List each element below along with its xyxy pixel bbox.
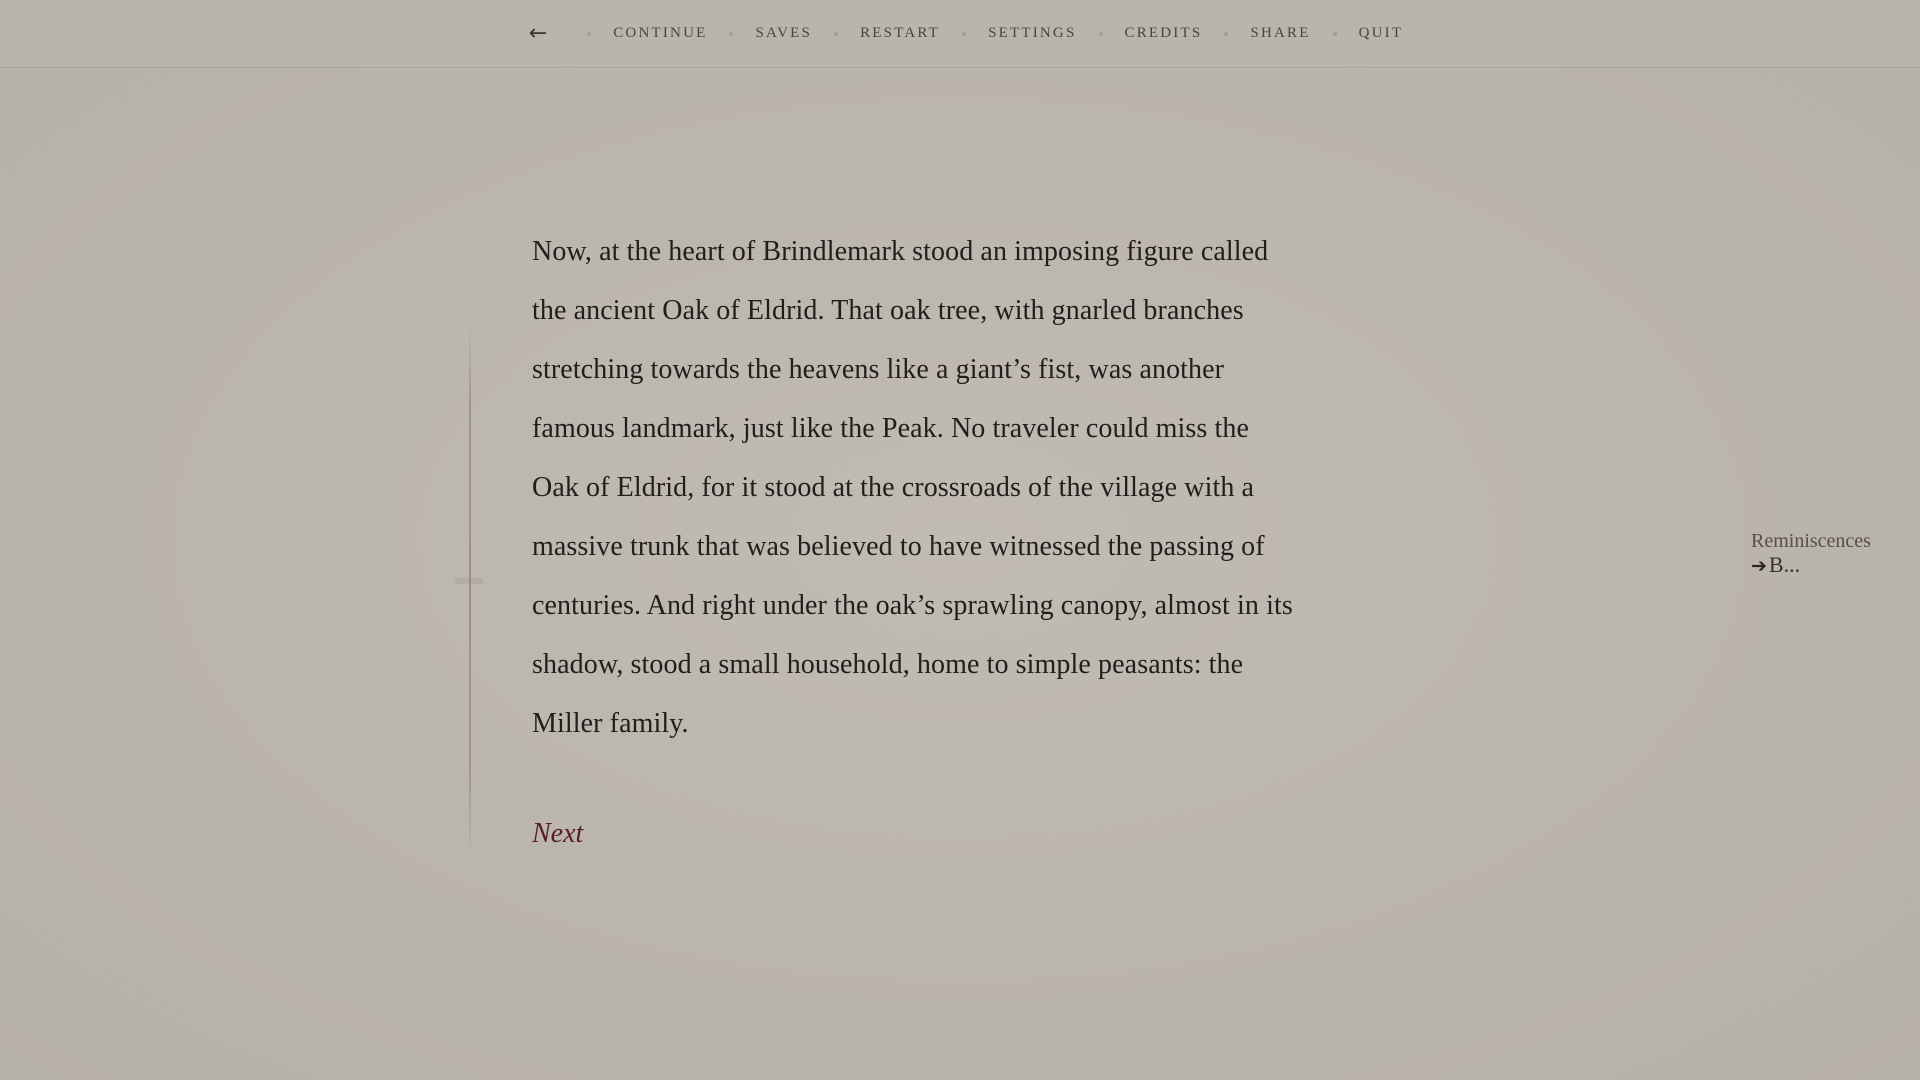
passage-line: massive trunk that was believed to have witnessed the passing of bbox=[532, 531, 1265, 562]
reminiscences-subtitle-row bbox=[1751, 553, 1871, 578]
separator-dot bbox=[834, 32, 838, 36]
settings-button[interactable]: SETTINGS bbox=[988, 25, 1077, 41]
separator-dot bbox=[1333, 32, 1337, 36]
passage-line: shadow, stood a small household, home to simple peasants: the bbox=[532, 649, 1244, 680]
credits-button[interactable]: CREDITS bbox=[1124, 25, 1203, 41]
separator-dot bbox=[1224, 32, 1228, 36]
passage-line: Oak of Eldrid, for it stood at the crossroads of the village with a bbox=[532, 472, 1255, 503]
back-arrow-icon[interactable]: ← bbox=[528, 20, 548, 46]
passage-line: stretching towards the heavens like a giant’s fist, was another bbox=[532, 354, 1225, 385]
passage-line: famous landmark, just like the Peak. No traveler could miss the bbox=[532, 413, 1250, 444]
reminiscences-link[interactable] bbox=[1751, 530, 1871, 578]
passage-line: centuries. And right under the oak’s sprawling canopy, almost in its bbox=[532, 590, 1293, 621]
reminiscences-subtitle: B... bbox=[1768, 552, 1801, 577]
separator-dot bbox=[1099, 32, 1103, 36]
passage-line: the ancient Oak of Eldrid. That oak tree, with gnarled branches bbox=[532, 295, 1244, 326]
passage-line: Now, at the heart of Brindlemark stood an imposing figure called bbox=[532, 236, 1269, 267]
next-link[interactable]: Next bbox=[532, 818, 584, 849]
margin-marker bbox=[455, 578, 483, 584]
main-nav bbox=[523, 20, 1404, 46]
top-menu-bar bbox=[0, 0, 1920, 68]
continue-button[interactable]: CONTINUE bbox=[613, 25, 708, 41]
restart-button[interactable]: RESTART bbox=[860, 25, 941, 41]
saves-button[interactable]: SAVES bbox=[755, 25, 813, 41]
reminiscences-title: Reminiscences bbox=[1751, 530, 1871, 552]
passage-text bbox=[532, 222, 1352, 753]
passage-line: Miller family. bbox=[532, 708, 689, 739]
passage-margin-line bbox=[469, 325, 471, 855]
story-passage bbox=[532, 222, 1352, 753]
arrow-right-icon: ➔ bbox=[1751, 555, 1767, 577]
separator-dot bbox=[587, 32, 591, 36]
quit-button[interactable]: QUIT bbox=[1358, 25, 1404, 41]
separator-dot bbox=[729, 32, 733, 36]
separator-dot bbox=[962, 32, 966, 36]
share-button[interactable]: SHARE bbox=[1250, 25, 1311, 41]
